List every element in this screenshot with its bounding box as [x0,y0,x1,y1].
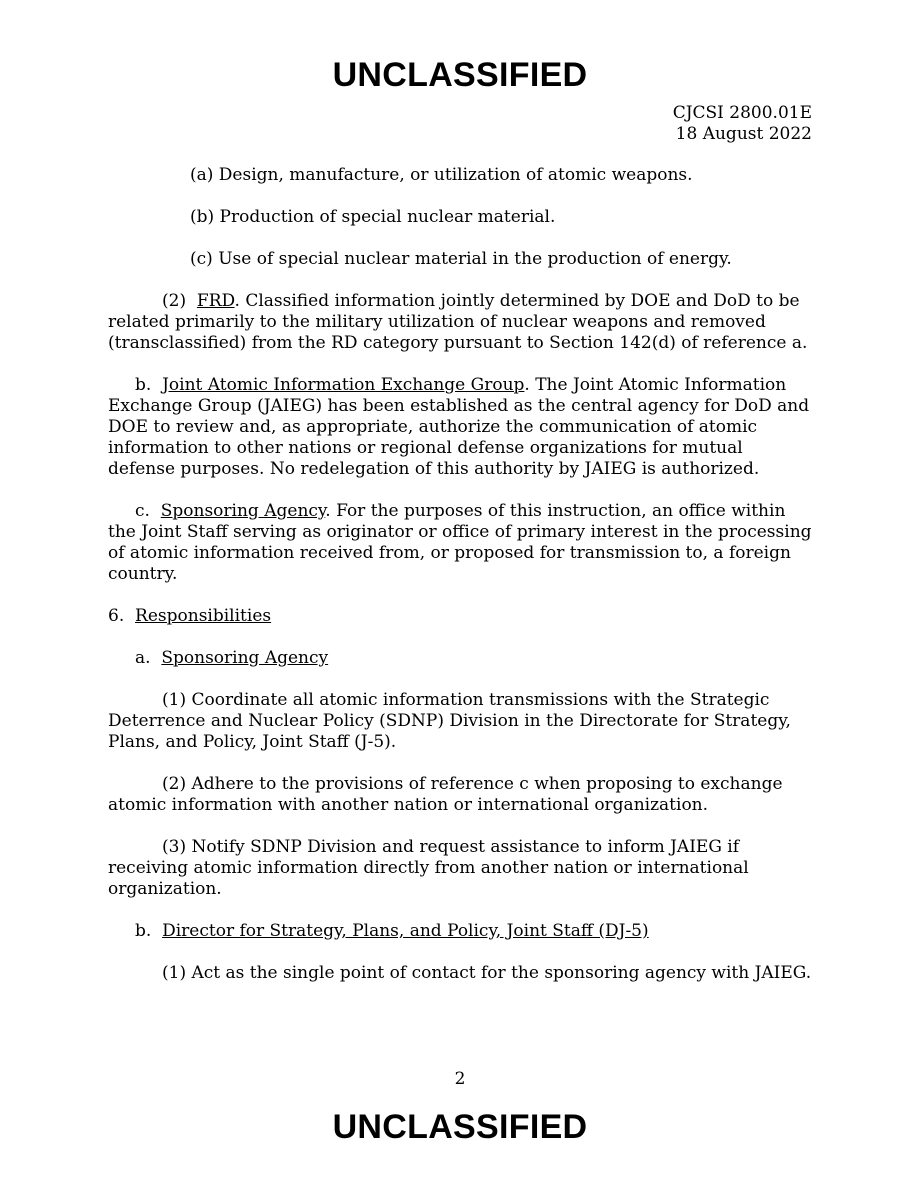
document-body [108,165,812,984]
jaieg-definition [108,375,812,480]
jaieg-term: Joint Atomic Information Exchange Group [162,375,525,395]
paragraph-number: b. [135,375,152,395]
list-item-c: (c) Use of special nuclear material in the production of energy. [190,249,732,269]
subsection-heading-b [108,921,812,942]
paragraph-a3: (3) Notify SDNP Division and request assistance to inform JAIEG if receiving atomic information directly from another nation or international organization. [108,837,749,899]
sponsoring-agency-text: . For the purposes of this instruction, an office within the Joint Staff serving as originator or office of primary interest in the processing of atomic information received from, or proposed for transmission to, a foreign country. [108,501,812,584]
document-header [673,103,812,145]
list-item-b: (b) Production of special nuclear material. [190,207,556,227]
subsection-number: b. [135,921,152,941]
document-id: CJCSI 2800.01E [672,103,812,123]
jaieg-text: . The Joint Atomic Information Exchange Group (JAIEG) has been established as the central agency for DoD and DOE to review and, as appropriate, authorize the communication of atomic information to other nations or regional defense organizations for mutual defense purposes. No redelegation of this authority by JAIEG is authorized. [108,375,810,479]
classification-banner-bottom: UNCLASSIFIED [332,1108,588,1146]
section-heading [108,606,812,627]
list-item-a: (a) Design, manufacture, or utilization of atomic weapons. [190,165,693,185]
sponsoring-agency-term: Sponsoring Agency [160,501,326,521]
subsection-number: a. [135,648,151,668]
paragraph-a2: (2) Adhere to the provisions of reference c when proposing to exchange atomic information with another nation or international organization. [108,774,783,815]
page-number: 2 [454,1069,466,1089]
frd-text: . Classified information jointly determined by DOE and DoD to be related primarily to the military utilization of nuclear weapons and removed (transclassified) from the RD category pursuant to Section 142(d) of reference a. [108,291,808,353]
paragraph-number: (2) [162,291,187,311]
classification-banner-top: UNCLASSIFIED [332,56,588,94]
section-title: Responsibilities [135,606,272,626]
subsection-title: Director for Strategy, Plans, and Policy, Joint Staff (DJ-5) [162,921,649,941]
paragraph-b1: (1) Act as the single point of contact for the sponsoring agency with JAIEG. [162,963,812,983]
frd-term: FRD [196,291,235,311]
subsection-heading-a [108,648,812,669]
section-number: 6. [108,606,125,626]
paragraph-number: c. [135,501,150,521]
paragraph-a1: (1) Coordinate all atomic information transmissions with the Strategic Deterrence and Nuclear Policy (SDNP) Division in the Directorate for Strategy, Plans, and Policy, Joint Staff (J-5). [108,690,791,752]
frd-definition [108,291,812,354]
sponsoring-agency-definition [108,501,812,585]
document-date: 18 August 2022 [675,124,812,144]
subsection-title: Sponsoring Agency [161,648,329,668]
